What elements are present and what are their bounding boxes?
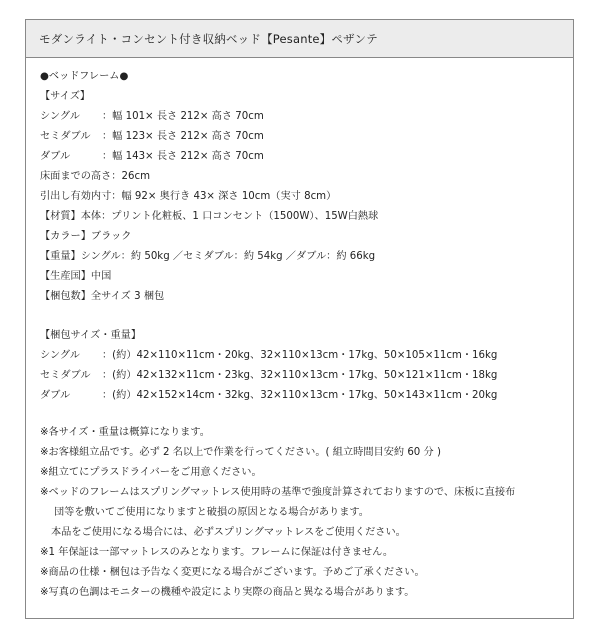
packing-label: ダブル: [40, 390, 71, 401]
size-row-double: [40, 147, 573, 167]
packing-value: ：(約）42×152×14cm・32kg、32×110×13cm・17kg、50×143×11cm・20kg: [102, 390, 498, 401]
packing-label: セミダブル: [40, 370, 91, 381]
size-label: セミダブル: [40, 131, 91, 142]
panel-title: モダンライト・コンセント付き収納ベッド【Pesante】ペザンテ: [26, 20, 573, 58]
note-item: ※1 年保証は一部マットレスのみとなります。フレームに保証は付きません。: [40, 547, 394, 558]
note-item-continued: 本品をご使用になる場合には、必ずスプリングマットレスをご使用ください。: [51, 527, 406, 538]
size-value: ：幅 143× 長さ 212× 高さ 70cm: [102, 151, 264, 162]
color: 【カラー】ブラック: [40, 231, 132, 242]
size-row-single: [40, 107, 573, 127]
note-item: ※商品の仕様・梱包は予告なく変更になる場合がございます。予めご了承ください。: [40, 567, 425, 578]
packing-value: ：(約）42×132×11cm・23kg、32×110×13cm・17kg、50×121×11cm・18kg: [102, 370, 498, 381]
note-item: ※組立てにプラスドライバーをご用意ください。: [40, 467, 262, 478]
size-title: 【サイズ】: [40, 91, 91, 102]
note-item: ※ベッドのフレームはスプリングマットレス使用時の基準で強度計算されておりますので、床板に直接布: [40, 487, 516, 498]
packing-row-double: [40, 386, 573, 406]
size-value: ：幅 101× 長さ 212× 高さ 70cm: [102, 111, 264, 122]
packing-row-single: [40, 346, 573, 366]
frame-heading: ●ベッドフレーム●: [40, 71, 129, 82]
package-count: 【梱包数】全サイズ 3 梱包: [40, 291, 165, 302]
origin: 【生産国】中国: [40, 271, 112, 282]
note-item: ※写真の色調はモニターの機種や設定により実際の商品と異なる場合があります。: [40, 587, 415, 598]
packing-label: シングル: [40, 350, 80, 361]
note-item-continued: 団等を敷いてご使用になりますと破損の原因となる場合があります。: [54, 507, 369, 518]
size-label: シングル: [40, 111, 80, 122]
floor-height: 床面までの高さ：26cm: [40, 171, 150, 182]
size-label: ダブル: [40, 151, 71, 162]
size-row-semidouble: [40, 127, 573, 147]
note-item: ※お客様組立品です。必ず 2 名以上で作業を行ってください。( 組立時間目安約 60 分 ): [40, 447, 441, 458]
size-value: ：幅 123× 長さ 212× 高さ 70cm: [102, 131, 264, 142]
spec-panel: [25, 19, 574, 619]
note-item: ※各サイズ・重量は概算になります。: [40, 427, 210, 438]
weight: 【重量】シングル：約 50kg ／セミダブル：約 54kg ／ダブル：約 66kg: [40, 251, 376, 262]
material: 【材質】本体：プリント化粧板、1 口コンセント（1500W）、15W白熱球: [40, 211, 379, 222]
section-gap: [40, 406, 573, 423]
packing-row-semidouble: [40, 366, 573, 386]
packing-value: ：(約）42×110×11cm・20kg、32×110×13cm・17kg、50×105×11cm・16kg: [102, 350, 498, 361]
section-gap: [40, 307, 573, 326]
packing-title: 【梱包サイズ・重量】: [40, 330, 142, 341]
drawer-size: 引出し有効内寸：幅 92× 奥行き 43× 深さ 10cm（実寸 8cm）: [40, 191, 337, 202]
spec-body: [26, 58, 573, 603]
